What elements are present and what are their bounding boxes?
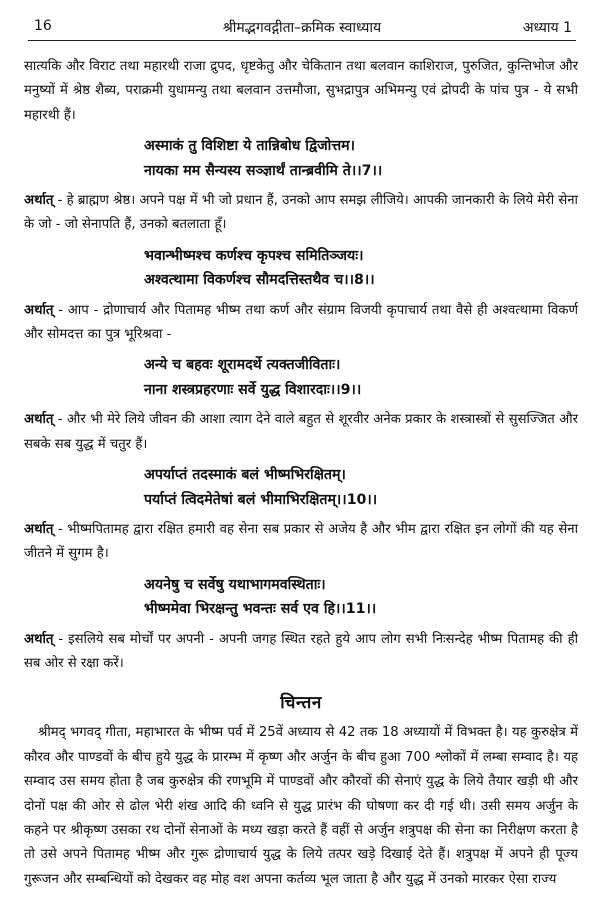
meaning-11-text: - इसलिये सब मोर्चों पर अपनी - अपनी जगह स्थित रहते हुये आप लोग सभी निःसन्देह भीष्म पितामह की ही सब ओर से रक्षा करें। (24, 631, 578, 671)
meaning-label: अर्थात् (24, 631, 54, 647)
section-heading: चिन्तन (280, 693, 322, 714)
shloka-8 (24, 244, 578, 293)
meaning-11 (24, 628, 578, 677)
shloka-11-line-1: अयनेषु च सर्वेषु यथाभागमवस्थिताः। (144, 576, 326, 593)
shloka-10 (24, 463, 578, 512)
shloka-7-line-2: नायका मम सैन्यस्य सञ्ज्ञार्थं तान्ब्रवीमि ते।।7।। (144, 162, 383, 179)
meaning-10-text: - भीष्मपितामह द्वारा रक्षित हमारी वह सेना सब प्रकार से अजेय है और भीम द्वारा रक्षित इन लोगों की यह सेना जीतने में सुगम है। (24, 521, 578, 562)
meaning-10 (24, 518, 578, 567)
meaning-label: अर्थात् (24, 412, 54, 428)
meaning-9 (24, 408, 578, 457)
page-number: 16 (34, 18, 52, 34)
page-header (28, 0, 576, 41)
shloka-10-line-1: अपर्याप्तं तदस्माकं बलं भीष्मभिरक्षितम्। (144, 467, 346, 484)
shloka-9 (24, 353, 578, 402)
intro-paragraph: सात्यकि और विराट तथा महारथी राजा द्रुपद, धृष्टकेतु और चेकितान तथा बलवान काशिराज, पुरुजित, कुन्तिभोज और मनुष्यों में श्रेष्ठ शैब्य, पराक्रमी युधामन्यु तथा बलवान उत्तमौजा, सुभद्रापुत्र अभिमन्यु एवं द्रोपदी के पांच पुत्र - ये सभी महारथी हैं। (24, 59, 578, 123)
chintan-paragraph: श्रीमद् भगवद् गीता, महाभारत के भीष्म पर्व में 25वें अध्याय से 42 तक 18 अध्यायों में विभक्त है। यह कुरुक्षेत्र में कौरव और पाण्डवों के बीच हुये युद्ध के प्रारम्भ में कृष्ण और अर्जुन के बीच हुआ 700 श्लोकों में लम्बा सम्वाद है। यह सम्वाद उस समय होता है जब कुरुक्षेत्र की रणभूमि में पाण्डवों और कौरवों की सेनाएं युद्ध के लिये तैयार खड़ी थी और दोनों पक्ष की ओर से ढोल भेरी शंख आदि की ध्वनि से युद्ध प्रारंभ की घोषणा कर दी गई थी। उसी समय अर्जुन के कहने पर श्रीकृष्ण उसका रथ दोनों सेनाओं के मध्य खड़ा करते हैं वहीं से अर्जुन शत्रुपक्ष की सेना का निरीक्षण करता है तो उसे अपने पितामह भीष्म और गुरू द्रोणाचार्य युद्ध के लिये तत्पर खड़े दिखाई देते हैं। शत्रुपक्ष में अपने ही पूज्य गुरूजन और सम्बन्धियों को देखकर वह मोह वश अपना कर्तव्य भूल जाता है और युद्ध में उनको मारकर ऐसा राज्य (24, 725, 578, 887)
shloka-7-line-1: अस्माकं तु विशिष्टा ये तान्निबोध द्विजोत्तम। (144, 138, 355, 155)
shloka-11 (24, 573, 578, 622)
page-content (24, 41, 578, 892)
shloka-8-line-1: भवान्भीष्मश्च कर्णश्च कृपश्च समितिञ्जयः। (144, 247, 364, 264)
meaning-label: अर्थात् (24, 302, 54, 318)
meaning-label: अर्थात् (24, 521, 54, 537)
meaning-8 (24, 299, 578, 348)
shloka-8-line-2: अश्वत्थामा विकर्णश्च सौमदत्तिस्तथैव च।।8।। (144, 272, 375, 289)
meaning-9-text: - और भी मेरे लिये जीवन की आशा त्याग देने वाले बहुत से शूरवीर अनेक प्रकार के शस्त्रास्त्रों से सुसज्जित और सबके सब युद्ध में चतुर हैं। (24, 412, 578, 452)
meaning-8-text: - आप - द्रोणाचार्य और पितामह भीष्म तथा कर्ण और संग्राम विजयी कृपाचार्य तथा वैसे ही अश्वत्थामा विकर्ण और सोमदत्त का पुत्र भूरिश्रवा - (24, 302, 578, 343)
meaning-7-text: - हे ब्राह्मण श्रेष्ठ। अपने पक्ष में भी जो प्रधान हैं, उनको आप समझ लीजिये। आपकी जानकारी के लिये मेरी सेना के जो - जो सेनापति हैं, उनको बतलाता हूँ। (24, 193, 578, 233)
meaning-label: अर्थात् (24, 193, 54, 209)
running-title: श्रीमद्भगवद्गीता–क्रमिक स्वाध्याय (222, 20, 382, 36)
shloka-10-line-2: पर्याप्तं त्विदमेतेषां बलं भीमाभिरक्षितम्।।10।। (144, 491, 378, 508)
shloka-7 (24, 134, 578, 183)
chapter-label: अध्याय 1 (522, 20, 572, 36)
shloka-9-line-1: अन्ये च बहवः शूरामदर्थे त्यक्तजीविताः। (144, 357, 341, 374)
shloka-11-line-2: भीष्ममेवा भिरक्षन्तु भवन्तः सर्व एव हि।।11।। (144, 601, 377, 618)
shloka-9-line-2: नाना शस्त्रप्रहरणाः सर्वे युद्ध विशारदाः।।9।। (144, 381, 362, 398)
meaning-7 (24, 189, 578, 238)
